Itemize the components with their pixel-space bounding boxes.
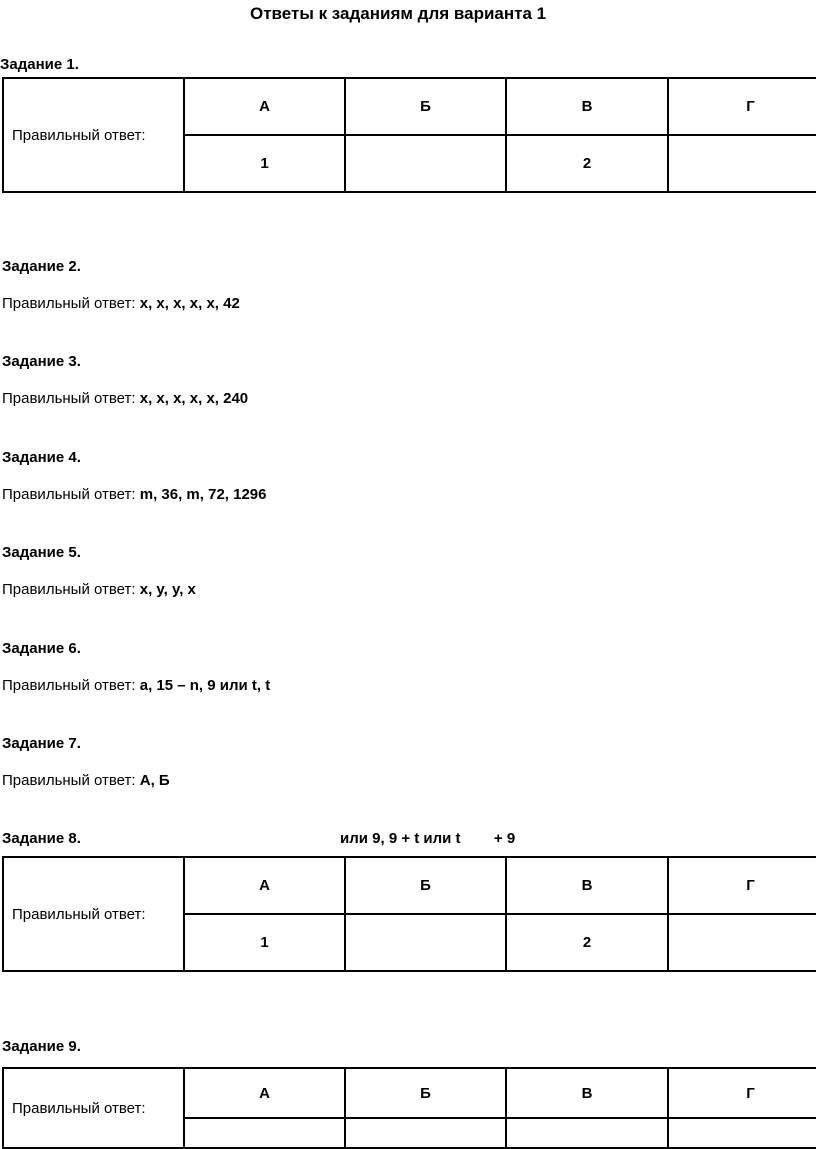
task-5-answer: x, y, y, x xyxy=(139,581,196,598)
task-5-heading: Задание 5. xyxy=(2,544,81,561)
task-8-heading: Задание 8. xyxy=(2,830,81,847)
task-7-answer: А, Б xyxy=(139,772,170,789)
task-8-header-b: Б xyxy=(345,857,506,914)
task-8-answer-g xyxy=(668,914,816,971)
task-2-answer-line xyxy=(2,295,240,312)
task-7-answer-line xyxy=(2,772,170,789)
task-6-answer-line xyxy=(2,677,270,694)
task-1-answer-v: 2 xyxy=(506,135,668,192)
task-9-answer-g xyxy=(668,1118,816,1148)
task-9-answer-v xyxy=(506,1118,668,1148)
task-7-label: Правильный ответ: xyxy=(2,772,136,789)
task-1-answer-b xyxy=(345,135,506,192)
task-8-answer-v: 2 xyxy=(506,914,668,971)
task-3-answer: x, x, x, x, x, 240 xyxy=(139,390,249,407)
task-4-heading: Задание 4. xyxy=(2,449,81,466)
task-8-header-v: В xyxy=(506,857,668,914)
task-2-heading: Задание 2. xyxy=(2,258,81,275)
task-5-answer-line xyxy=(2,581,196,598)
task-9-answer-a xyxy=(184,1118,345,1148)
task-9-heading: Задание 9. xyxy=(2,1038,81,1055)
task-9-label: Правильный ответ: xyxy=(3,1068,184,1148)
task-1-answer-table xyxy=(2,77,816,193)
task-6-heading: Задание 6. xyxy=(2,640,81,657)
task-8-answer-a: 1 xyxy=(184,914,345,971)
task-2-label: Правильный ответ: xyxy=(2,295,136,312)
task-3-heading: Задание 3. xyxy=(2,353,81,370)
task-8-answer-b xyxy=(345,914,506,971)
task-9-answer-b xyxy=(345,1118,506,1148)
task-1-answer-a: 1 xyxy=(184,135,345,192)
task-6-answer: a, 15 – n, 9 или t, t xyxy=(139,677,271,694)
task-8-answer-table xyxy=(2,856,816,972)
task-8-header-g: Г xyxy=(668,857,816,914)
task-3-answer-line xyxy=(2,390,248,407)
task-8-header-a: А xyxy=(184,857,345,914)
task-9-header-g: Г xyxy=(668,1068,816,1118)
task-3-label: Правильный ответ: xyxy=(2,390,136,407)
task-4-answer-line xyxy=(2,486,267,503)
task-1-heading: Задание 1. xyxy=(0,56,79,73)
task-9-header-v: В xyxy=(506,1068,668,1118)
task-9-header-a: А xyxy=(184,1068,345,1118)
page-title: Ответы к заданиям для варианта 1 xyxy=(250,4,547,23)
task-1-header-a: А xyxy=(184,78,345,135)
task-7-heading: Задание 7. xyxy=(2,735,81,752)
task-5-label: Правильный ответ: xyxy=(2,581,136,598)
task-6-label: Правильный ответ: xyxy=(2,677,136,694)
task-2-answer: x, x, x, x, x, 42 xyxy=(139,295,240,312)
task-1-header-b: Б xyxy=(345,78,506,135)
task-9-answer-table xyxy=(2,1067,816,1149)
task-4-label: Правильный ответ: xyxy=(2,486,136,503)
task-1-label: Правильный ответ: xyxy=(3,78,184,192)
task-9-header-b: Б xyxy=(345,1068,506,1118)
task-1-header-g: Г xyxy=(668,78,816,135)
task-8-overflow-text: или 9, 9 + t или t + 9 xyxy=(340,830,516,847)
task-1-header-v: В xyxy=(506,78,668,135)
task-8-label: Правильный ответ: xyxy=(3,857,184,971)
task-4-answer: m, 36, m, 72, 1296 xyxy=(139,486,267,503)
task-1-answer-g xyxy=(668,135,816,192)
